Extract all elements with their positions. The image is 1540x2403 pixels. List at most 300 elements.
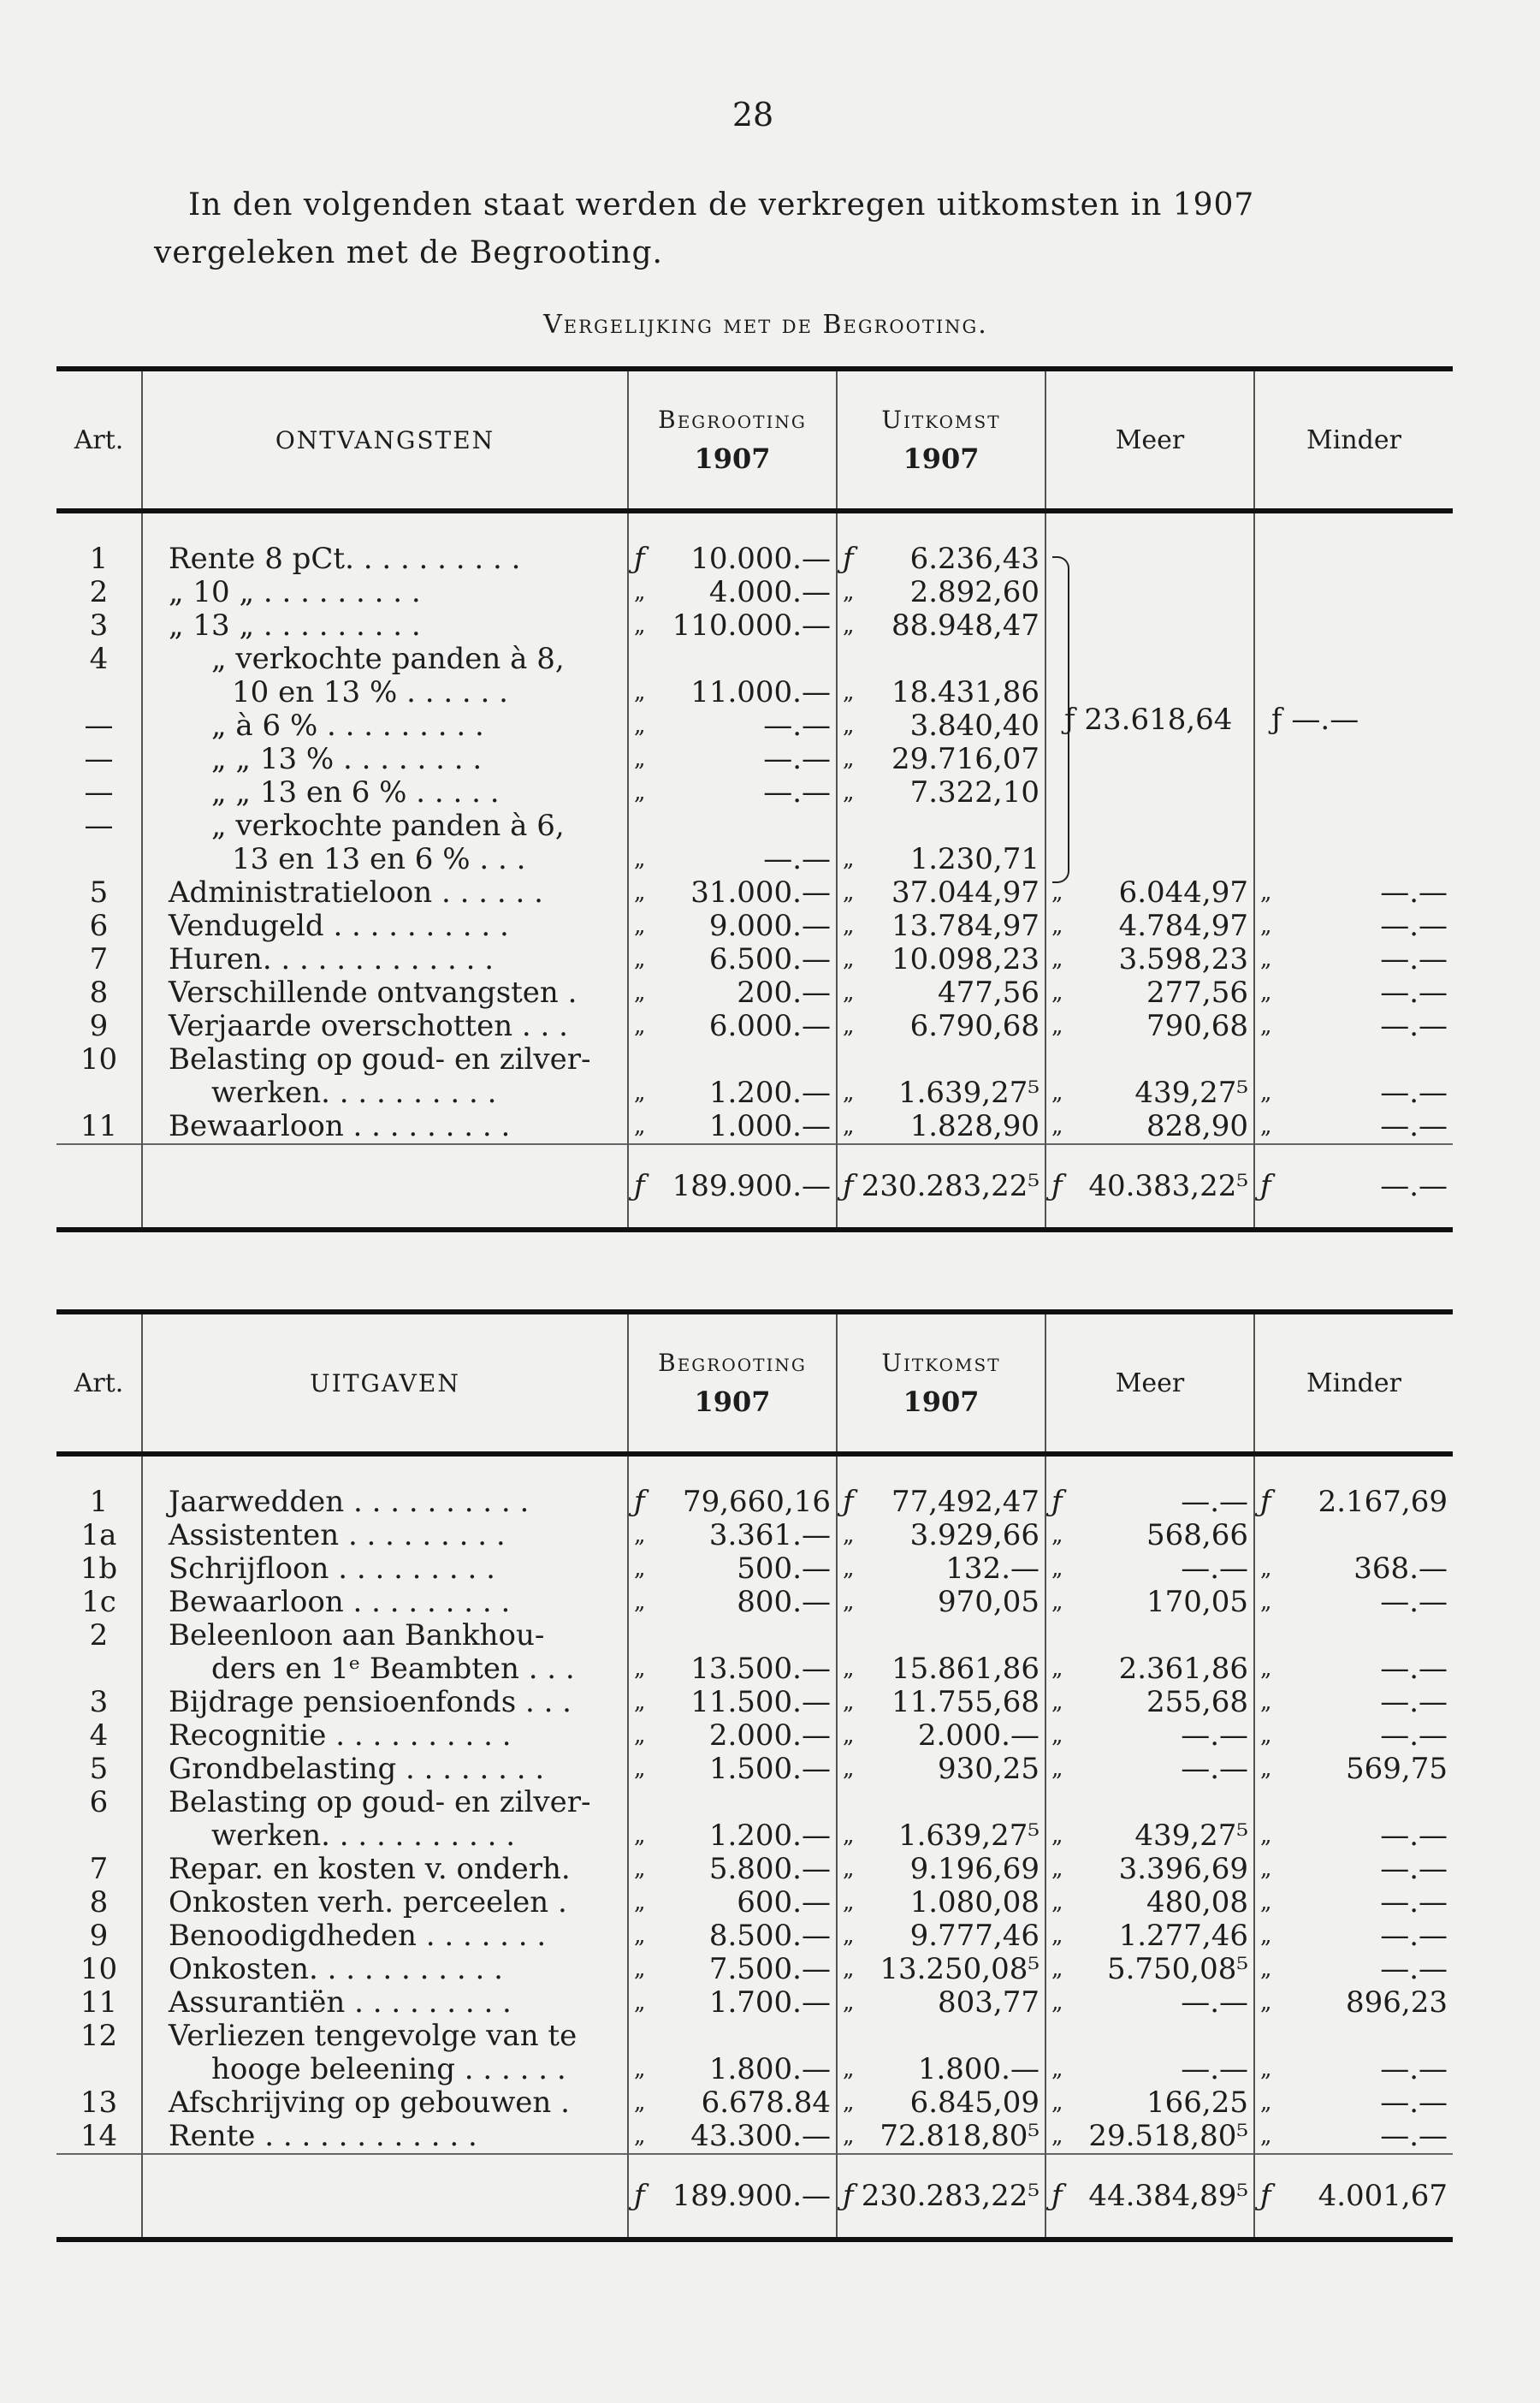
currency-mark: „ xyxy=(1260,2090,1272,2115)
uitkomst-cell xyxy=(837,776,1045,810)
col-begrooting xyxy=(628,369,837,511)
section-title: Vergelijking met de Begrooting. xyxy=(543,310,988,340)
meer-cell xyxy=(1045,1552,1254,1586)
begrooting-cell-value: 500.— xyxy=(737,1552,831,1586)
begrooting-cell xyxy=(628,1486,837,1519)
art-cell xyxy=(56,2120,142,2154)
uitkomst-cell-value: 29.716,07 xyxy=(891,743,1040,776)
uitkomst-cell xyxy=(837,2120,1045,2154)
uitkomst-cell xyxy=(837,609,1045,643)
currency-mark: „ xyxy=(843,946,855,972)
meer-cell xyxy=(1045,1619,1254,1652)
currency-mark: „ xyxy=(843,1113,855,1139)
art-cell-value: 3 xyxy=(89,1686,109,1719)
table-row xyxy=(56,543,1453,576)
description-cell xyxy=(142,1753,628,1786)
table-row xyxy=(56,2086,1453,2120)
begrooting-cell xyxy=(628,643,837,676)
currency-mark: „ xyxy=(1051,1856,1063,1882)
meer-cell xyxy=(1045,1886,1254,1919)
currency-mark: „ xyxy=(843,2056,855,2082)
description-cell-value: Administratieloon . . . . . . xyxy=(169,876,543,910)
minder-cell xyxy=(1254,1686,1453,1719)
table-row xyxy=(56,1586,1453,1619)
meer-cell-value: 480,08 xyxy=(1146,1886,1248,1919)
description-cell xyxy=(142,2020,628,2053)
table-row xyxy=(56,1552,1453,1586)
currency-mark: ƒ xyxy=(634,1168,645,1203)
description-cell-value: Assurantiën . . . . . . . . . xyxy=(169,1986,512,2020)
description-cell-value: Recognitie . . . . . . . . . . xyxy=(169,1719,512,1753)
art-cell xyxy=(56,609,142,643)
empty-cell xyxy=(56,2154,142,2240)
begrooting-cell xyxy=(628,1853,837,1886)
meer-cell-value: 1.277,46 xyxy=(1118,1919,1248,1953)
uitkomst-cell xyxy=(837,1986,1045,2020)
description-cell-value: Verschillende ontvangsten . xyxy=(169,976,578,1010)
art-cell xyxy=(56,1077,142,1110)
minder-cell xyxy=(1254,1886,1453,1919)
description-cell-value: „ verkochte panden à 6, xyxy=(211,810,565,843)
total-minder-value: —.— xyxy=(1380,1168,1448,1203)
minder-cell xyxy=(1254,1719,1453,1753)
table-row xyxy=(56,1519,1453,1552)
begrooting-cell-value: 600.— xyxy=(737,1886,831,1919)
art-cell xyxy=(56,943,142,976)
currency-mark: „ xyxy=(1260,1890,1272,1915)
begrooting-cell xyxy=(628,2053,837,2086)
art-cell-value: 4 xyxy=(89,643,109,676)
currency-mark: „ xyxy=(843,1956,855,1982)
col-begrooting-year: 1907 xyxy=(694,442,771,475)
currency-mark: „ xyxy=(634,1990,646,2015)
art-cell-value: 2 xyxy=(89,576,109,609)
meer-cell-value: 439,27⁵ xyxy=(1134,1819,1248,1853)
minder-cell xyxy=(1254,643,1453,676)
currency-mark: „ xyxy=(1260,2123,1272,2149)
description-cell xyxy=(142,1953,628,1986)
art-cell xyxy=(56,1519,142,1552)
uitkomst-cell-value: 3.840,40 xyxy=(909,709,1040,743)
currency-mark: „ xyxy=(634,579,646,605)
table-row xyxy=(56,1819,1453,1853)
meer-cell xyxy=(1045,2120,1254,2154)
begrooting-cell-value: 11.500.— xyxy=(690,1686,831,1719)
description-cell-value: Afschrijving op gebouwen . xyxy=(169,2086,570,2120)
currency-mark: „ xyxy=(634,880,646,905)
minder-cell xyxy=(1254,1786,1453,1819)
begrooting-cell xyxy=(628,543,837,576)
art-cell xyxy=(56,643,142,676)
minder-cell xyxy=(1254,2053,1453,2086)
begrooting-cell-value: 1.700.— xyxy=(708,1986,831,2020)
uitkomst-cell xyxy=(837,2086,1045,2120)
table-row xyxy=(56,1753,1453,1786)
minder-cell xyxy=(1254,1043,1453,1077)
currency-mark: „ xyxy=(843,1856,855,1882)
currency-mark: ƒ xyxy=(1260,1486,1271,1519)
uitkomst-cell xyxy=(837,1110,1045,1144)
currency-mark: „ xyxy=(1260,1556,1272,1581)
begrooting-cell-value: 31.000.— xyxy=(690,876,831,910)
begrooting-cell xyxy=(628,1043,837,1077)
spacer-cell xyxy=(1254,1454,1453,1486)
minder-cell xyxy=(1254,1953,1453,1986)
page-number: 28 xyxy=(732,96,774,134)
meer-cell xyxy=(1045,1753,1254,1786)
description-cell xyxy=(142,810,628,843)
minder-cell xyxy=(1254,1010,1453,1043)
currency-mark: „ xyxy=(1260,1589,1272,1615)
art-cell xyxy=(56,543,142,576)
begrooting-cell xyxy=(628,843,837,876)
meer-cell-value: 170,05 xyxy=(1146,1586,1248,1619)
currency-mark: ƒ xyxy=(843,1168,854,1203)
begrooting-cell-value: 5.800.— xyxy=(708,1853,831,1886)
total-meer-value: 44.384,89⁵ xyxy=(1088,2178,1248,2213)
currency-mark: „ xyxy=(634,713,646,739)
description-cell xyxy=(142,776,628,810)
currency-mark: „ xyxy=(843,613,855,638)
intro-line: In den volgenden staat werden de verkregen uitkomsten in 1907 xyxy=(188,187,1255,222)
table-row xyxy=(56,843,1453,876)
minder-cell xyxy=(1254,1819,1453,1853)
uitkomst-cell xyxy=(837,1919,1045,1953)
uitkomst-cell xyxy=(837,1519,1045,1552)
begrooting-cell-value: 8.500.— xyxy=(708,1919,831,1953)
uitkomst-cell xyxy=(837,1010,1045,1043)
total-uitkomst xyxy=(837,1144,1045,1230)
minder-cell xyxy=(1254,810,1453,843)
begrooting-cell-value: 2.000.— xyxy=(708,1719,831,1753)
description-cell xyxy=(142,1077,628,1110)
minder-cell xyxy=(1254,910,1453,943)
begrooting-cell-value: 6.678.84 xyxy=(701,2086,831,2120)
minder-cell-value: 896,23 xyxy=(1346,1986,1448,2020)
table-row xyxy=(56,743,1453,776)
meer-cell xyxy=(1045,543,1254,576)
art-cell xyxy=(56,2020,142,2053)
minder-cell-value: —.— xyxy=(1380,1886,1448,1919)
uitkomst-cell xyxy=(837,1886,1045,1919)
description-cell xyxy=(142,1719,628,1753)
uitkomst-cell xyxy=(837,976,1045,1010)
art-cell xyxy=(56,1886,142,1919)
currency-mark: „ xyxy=(843,980,855,1006)
currency-mark: „ xyxy=(634,1522,646,1548)
description-cell xyxy=(142,1853,628,1886)
begrooting-cell xyxy=(628,910,837,943)
begrooting-cell-value: 10.000.— xyxy=(690,543,831,576)
meer-cell xyxy=(1045,2053,1254,2086)
minder-cell-value: —.— xyxy=(1380,1853,1448,1886)
table-row xyxy=(56,1077,1453,1110)
currency-mark: „ xyxy=(843,746,855,772)
table-row xyxy=(56,1652,1453,1686)
description-cell-value: Onkosten. . . . . . . . . . . xyxy=(169,1953,503,1986)
begrooting-cell-value: 6.000.— xyxy=(708,1010,831,1043)
begrooting-cell-value: —.— xyxy=(763,776,831,810)
currency-mark: „ xyxy=(1260,980,1272,1006)
col-uitkomst-label: Uitkomst xyxy=(881,405,1001,434)
art-cell xyxy=(56,910,142,943)
table-row xyxy=(56,2020,1453,2053)
brace-total: ƒ 23.618,64 xyxy=(1064,703,1233,737)
description-cell xyxy=(142,1486,628,1519)
begrooting-cell-value: 6.500.— xyxy=(708,943,831,976)
description-cell xyxy=(142,1819,628,1853)
currency-mark: „ xyxy=(1260,1113,1272,1139)
description-cell xyxy=(142,1786,628,1819)
currency-mark: „ xyxy=(843,1589,855,1615)
currency-mark: „ xyxy=(843,1013,855,1039)
currency-mark: „ xyxy=(634,946,646,972)
begrooting-cell xyxy=(628,743,837,776)
currency-mark: „ xyxy=(634,679,646,705)
uitkomst-cell xyxy=(837,543,1045,576)
currency-mark: „ xyxy=(1051,1990,1063,2015)
uitkomst-cell-value: 6.236,43 xyxy=(909,543,1040,576)
meer-cell xyxy=(1045,1010,1254,1043)
begrooting-cell-value: 9.000.— xyxy=(708,910,831,943)
meer-cell-value: 255,68 xyxy=(1146,1686,1248,1719)
col-uitkomst-label: Uitkomst xyxy=(881,1348,1001,1377)
currency-mark: „ xyxy=(1051,1890,1063,1915)
uitkomst-cell-value: 1.639,27⁵ xyxy=(897,1077,1040,1110)
meer-cell xyxy=(1045,743,1254,776)
spacer-cell xyxy=(142,511,628,543)
description-cell xyxy=(142,1586,628,1619)
currency-mark: „ xyxy=(1260,1856,1272,1882)
description-cell xyxy=(142,1619,628,1652)
art-cell xyxy=(56,1110,142,1144)
meer-cell xyxy=(1045,943,1254,976)
minder-cell-value: —.— xyxy=(1380,1953,1448,1986)
art-cell-value: 11 xyxy=(80,1110,118,1143)
meer-cell xyxy=(1045,576,1254,609)
total-uitkomst-value: 230.283,22⁵ xyxy=(861,1168,1040,1203)
art-cell xyxy=(56,1953,142,1986)
art-cell xyxy=(56,1719,142,1753)
art-cell xyxy=(56,576,142,609)
art-cell xyxy=(56,1853,142,1886)
intro-paragraph xyxy=(154,181,1352,277)
description-cell-value: hooge beleening . . . . . . xyxy=(211,2053,566,2086)
meer-cell-value: 166,25 xyxy=(1146,2086,1248,2120)
uitkomst-cell-value: 3.929,66 xyxy=(909,1519,1040,1552)
art-cell xyxy=(56,1786,142,1819)
ontvangsten-table-wrap xyxy=(56,366,1453,1232)
minder-cell xyxy=(1254,1853,1453,1886)
art-cell-value: 10 xyxy=(80,1043,118,1077)
description-cell-value: 10 en 13 % . . . . . . xyxy=(232,676,508,709)
begrooting-cell xyxy=(628,1886,837,1919)
table-row xyxy=(56,643,1453,676)
minder-cell-value: —.— xyxy=(1380,876,1448,910)
currency-mark: „ xyxy=(843,1656,855,1682)
meer-cell-value: 3.598,23 xyxy=(1118,943,1248,976)
currency-mark: „ xyxy=(634,2056,646,2082)
currency-mark: „ xyxy=(843,1990,855,2015)
uitkomst-cell xyxy=(837,643,1045,676)
spacer-cell xyxy=(142,1454,628,1486)
ontvangsten-table xyxy=(56,366,1453,1232)
total-uitkomst-value: 230.283,22⁵ xyxy=(861,2178,1040,2213)
col-uitkomst xyxy=(837,1312,1045,1454)
currency-mark: „ xyxy=(634,746,646,772)
description-cell xyxy=(142,1552,628,1586)
description-cell-value: Rente 8 pCt. . . . . . . . . . xyxy=(169,543,521,576)
description-cell-value: Jaarwedden . . . . . . . . . . xyxy=(169,1486,530,1519)
uitgaven-table xyxy=(56,1309,1453,2242)
minder-cell xyxy=(1254,1619,1453,1652)
table-row xyxy=(56,810,1453,843)
currency-mark: „ xyxy=(634,1823,646,1848)
currency-mark: „ xyxy=(1051,1080,1063,1106)
art-cell xyxy=(56,2053,142,2086)
art-cell xyxy=(56,976,142,1010)
begrooting-cell xyxy=(628,676,837,709)
minder-cell-value: —.— xyxy=(1380,2120,1448,2153)
art-cell xyxy=(56,810,142,843)
description-cell xyxy=(142,876,628,910)
currency-mark: „ xyxy=(634,1856,646,1882)
currency-mark: „ xyxy=(843,1756,855,1782)
currency-mark: „ xyxy=(843,2090,855,2115)
description-cell-value: Verjaarde overschotten . . . xyxy=(169,1010,568,1043)
begrooting-cell xyxy=(628,1719,837,1753)
currency-mark: „ xyxy=(1051,1823,1063,1848)
art-cell xyxy=(56,1486,142,1519)
minder-cell xyxy=(1254,876,1453,910)
description-cell-value: werken. . . . . . . . . . . xyxy=(211,1819,516,1853)
minder-cell xyxy=(1254,1986,1453,2020)
uitkomst-cell-value: 88.948,47 xyxy=(891,609,1040,643)
meer-cell xyxy=(1045,1652,1254,1686)
currency-mark: „ xyxy=(1051,880,1063,905)
description-cell xyxy=(142,1110,628,1144)
begrooting-cell xyxy=(628,1110,837,1144)
currency-mark: „ xyxy=(843,1823,855,1848)
intro-line: vergeleken met de Begrooting. xyxy=(154,235,663,270)
meer-cell xyxy=(1045,2086,1254,2120)
meer-cell-value: 277,56 xyxy=(1146,976,1248,1010)
description-cell xyxy=(142,543,628,576)
art-cell xyxy=(56,1552,142,1586)
uitkomst-cell-value: 7.322,10 xyxy=(909,776,1040,810)
currency-mark: „ xyxy=(843,1923,855,1949)
currency-mark: „ xyxy=(1051,1756,1063,1782)
meer-cell-value: 2.361,86 xyxy=(1118,1652,1248,1686)
description-cell-value: „ 13 „ . . . . . . . . . xyxy=(169,609,421,643)
col-begrooting-year: 1907 xyxy=(694,1385,771,1418)
minder-cell-value: —.— xyxy=(1380,1686,1448,1719)
table-row xyxy=(56,709,1453,743)
meer-cell xyxy=(1045,1819,1254,1853)
uitkomst-cell-value: 1.080,08 xyxy=(909,1886,1040,1919)
art-cell xyxy=(56,1010,142,1043)
meer-cell-value: 568,66 xyxy=(1146,1519,1248,1552)
description-cell-value: „ „ 13 % . . . . . . . . xyxy=(211,743,483,776)
currency-mark: „ xyxy=(1260,913,1272,939)
currency-mark: „ xyxy=(634,613,646,638)
table-row xyxy=(56,976,1453,1010)
description-cell-value: „ à 6 % . . . . . . . . . xyxy=(211,709,484,743)
spacer-row xyxy=(56,511,1453,543)
art-cell-value: 9 xyxy=(89,1919,109,1953)
currency-mark: „ xyxy=(634,1923,646,1949)
currency-mark: „ xyxy=(1051,1956,1063,1982)
uitkomst-cell-value: 1.828,90 xyxy=(909,1110,1040,1143)
uitkomst-cell xyxy=(837,2020,1045,2053)
uitkomst-cell-value: 2.892,60 xyxy=(909,576,1040,609)
begrooting-cell xyxy=(628,1953,837,1986)
currency-mark: „ xyxy=(1051,1556,1063,1581)
uitkomst-cell xyxy=(837,1619,1045,1652)
meer-cell xyxy=(1045,1853,1254,1886)
art-cell-value: 5 xyxy=(89,876,109,910)
art-cell xyxy=(56,1986,142,2020)
begrooting-cell xyxy=(628,576,837,609)
art-cell-value: 1 xyxy=(89,543,109,576)
description-cell xyxy=(142,1043,628,1077)
minder-cell-value: —.— xyxy=(1380,1819,1448,1853)
table-row xyxy=(56,1986,1453,2020)
uitkomst-cell xyxy=(837,1586,1045,1619)
uitkomst-cell-value: 132.— xyxy=(945,1552,1040,1586)
currency-mark: „ xyxy=(1260,1990,1272,2015)
uitkomst-cell xyxy=(837,2053,1045,2086)
description-cell xyxy=(142,1919,628,1953)
minder-cell xyxy=(1254,543,1453,576)
art-cell-value: 1b xyxy=(80,1552,118,1586)
description-cell-value: Onkosten verh. perceelen . xyxy=(169,1886,567,1919)
begrooting-cell xyxy=(628,1753,837,1786)
description-cell xyxy=(142,943,628,976)
spacer-cell xyxy=(1045,1454,1254,1486)
meer-cell xyxy=(1045,1486,1254,1519)
description-cell-value: Bewaarloon . . . . . . . . . xyxy=(169,1586,511,1619)
meer-cell xyxy=(1045,1586,1254,1619)
uitkomst-cell xyxy=(837,1953,1045,1986)
art-cell-value: 11 xyxy=(80,1986,118,2020)
begrooting-cell xyxy=(628,2086,837,2120)
art-cell xyxy=(56,843,142,876)
currency-mark: „ xyxy=(634,913,646,939)
uitkomst-cell xyxy=(837,1686,1045,1719)
table-row xyxy=(56,1786,1453,1819)
minder-cell-value: —.— xyxy=(1380,1719,1448,1753)
currency-mark: „ xyxy=(634,2090,646,2115)
art-cell xyxy=(56,1619,142,1652)
art-cell-value: 8 xyxy=(89,976,109,1010)
meer-cell xyxy=(1045,643,1254,676)
art-cell xyxy=(56,709,142,743)
total-row xyxy=(56,1144,1453,1230)
table-row xyxy=(56,1043,1453,1077)
uitkomst-cell-value: 6.790,68 xyxy=(909,1010,1040,1043)
currency-mark: „ xyxy=(1051,2090,1063,2115)
uitkomst-cell xyxy=(837,1077,1045,1110)
currency-mark: „ xyxy=(634,780,646,805)
minder-cell xyxy=(1254,976,1453,1010)
minder-cell xyxy=(1254,743,1453,776)
art-cell xyxy=(56,1753,142,1786)
empty-cell xyxy=(56,1144,142,1230)
art-cell xyxy=(56,1043,142,1077)
currency-mark: „ xyxy=(634,1080,646,1106)
uitkomst-cell xyxy=(837,1853,1045,1886)
